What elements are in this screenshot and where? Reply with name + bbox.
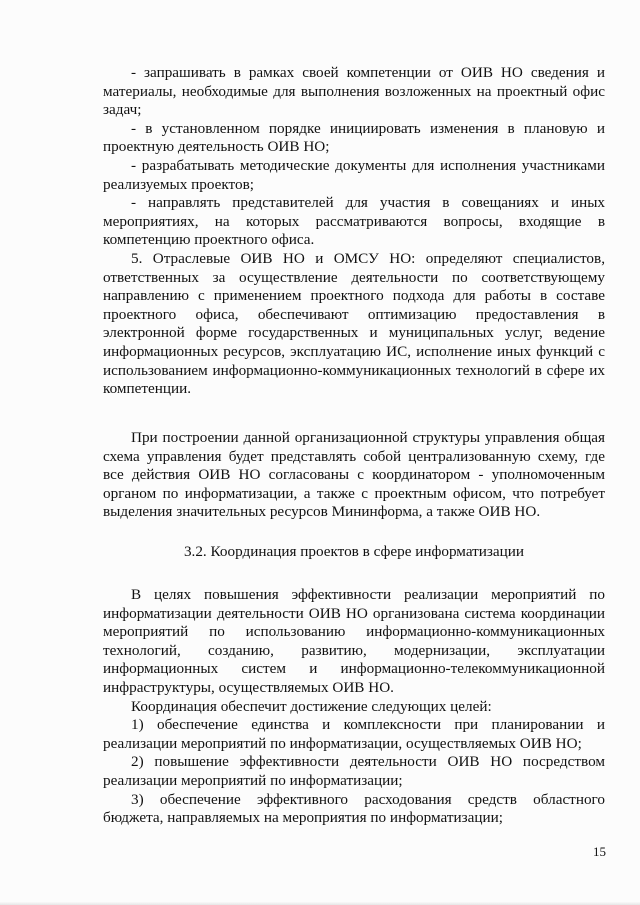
paragraph: Координация обеспечит достижение следующих целей: <box>131 697 492 715</box>
paragraph: 5. Отраслевые ОИВ НО и ОМСУ НО: определяют специалистов, ответственных за осуществление деятельности по соответствующему направлению с применением проектного подхода для работы в составе проектного офиса, обеспечивают оптимизацию предоставления в электронной форме государственных и муниципальных услуг, ведение информационных ресурсов, эксплуатацию ИС, исполнение иных функций с использованием информационно-коммуникационных технологий в сфере их компетенции. <box>103 249 605 398</box>
paragraph: 3) обеспечение эффективного расходования средств областного бюджета, направляемых на мероприятия по информатизации; <box>103 790 605 827</box>
paragraph: - запрашивать в рамках своей компетенции от ОИВ НО сведения и материалы, необходимые для выполнения возложенных на проектный офис задач; <box>103 64 605 119</box>
section-heading: 3.2. Координация проектов в сфере информатизации <box>183 543 525 560</box>
paragraph: - в установленном порядке инициировать изменения в плановую и проектную деятельность ОИВ НО; <box>103 119 605 156</box>
paragraph: - разрабатывать методические документы для исполнения участниками реализуемых проектов; <box>103 156 605 193</box>
scan-edge-divider <box>0 901 640 905</box>
paragraph: - направлять представителей для участия в совещаниях и иных мероприятиях, на которых рассматриваются вопросы, входящие в компетенцию проектного офиса. <box>103 194 605 249</box>
paragraph: В целях повышения эффективности реализации мероприятий по информатизации деятельности ОИВ НО организована система координации мероприятий по использованию информационно-коммуникационных технологий, созданию, развитию, модернизации, эксплуатации информационных систем и информационно-телекоммуникационной инфраструктуры, осуществляемых ОИВ НО. <box>103 586 605 696</box>
text-block-bottom <box>103 586 605 828</box>
paragraph: 2) повышение эффективности деятельности ОИВ НО посредством реализации мероприятий по информатизации; <box>103 753 605 789</box>
text-block-top <box>103 64 605 399</box>
paragraph: 1) обеспечение единства и комплексности при планировании и реализации мероприятий по информатизации, осуществляемых ОИВ НО; <box>103 716 605 752</box>
page-number: 15 <box>593 844 606 859</box>
paragraph: При построении данной организационной структуры управления общая схема управления будет представлять собой централизованную схему, где все действия ОИВ НО согласованы с координатором - уполномоченным органом по информатизации, а также с проектным офисом, что потребует выделения значительных ресурсов Мининформа, а также ОИВ НО. <box>103 429 605 521</box>
text-block-middle <box>103 429 605 522</box>
